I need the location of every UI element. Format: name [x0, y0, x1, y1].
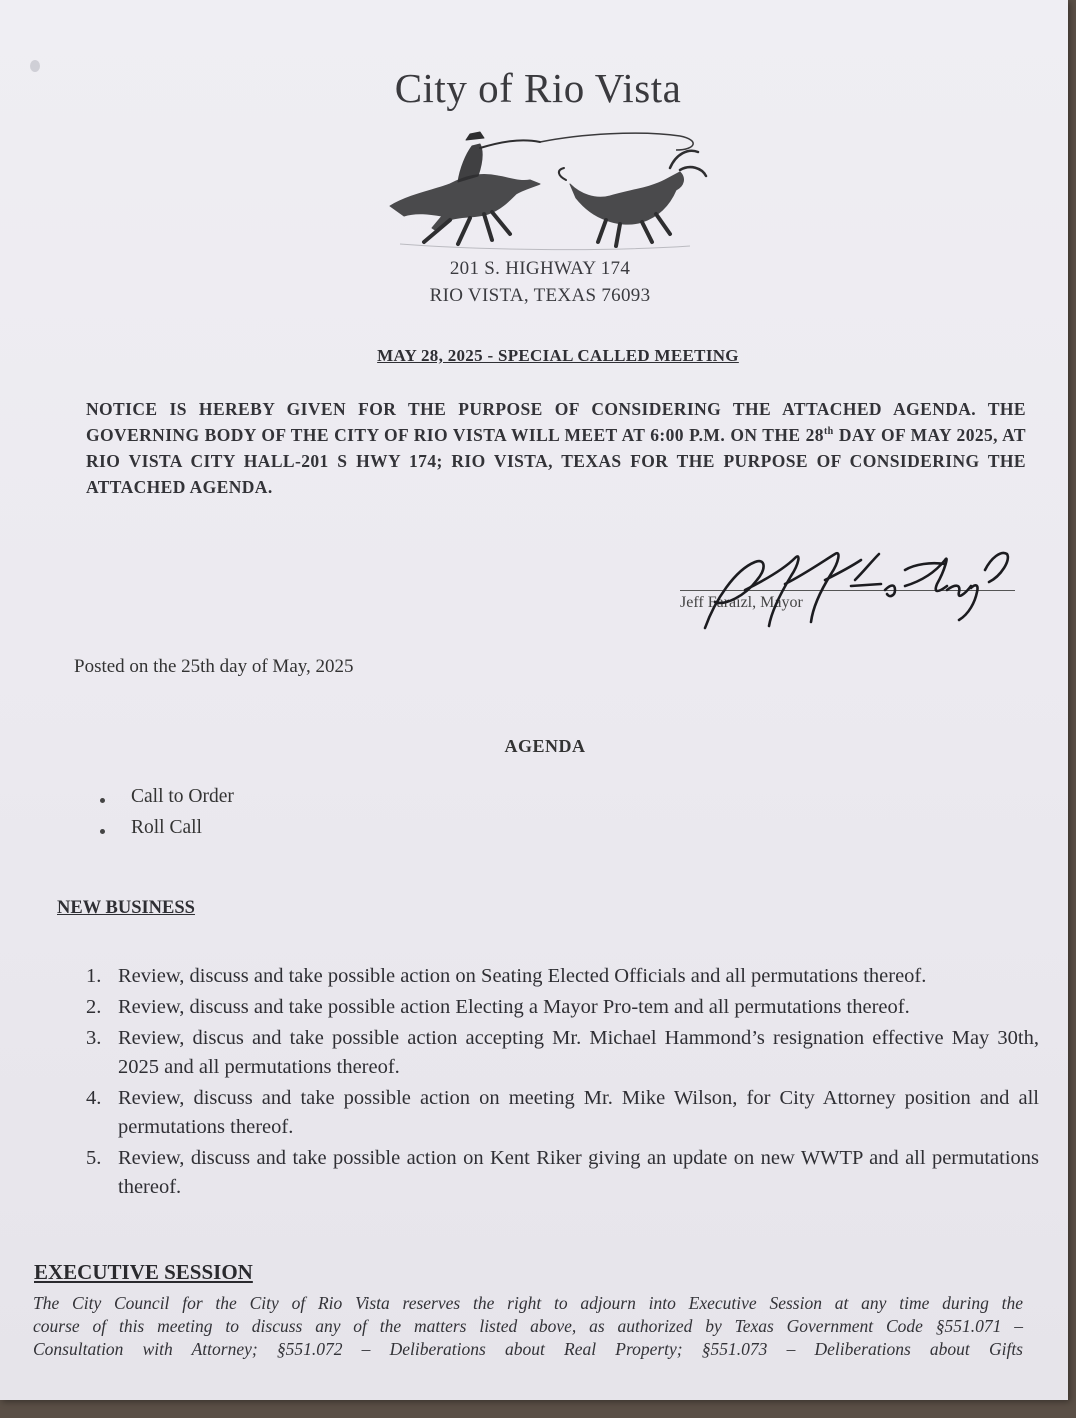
item-text: Review, discuss and take possible action on Kent Riker giving an update on new WWTP and all permutations thereof.	[118, 1147, 1039, 1198]
executive-session-line: The City Council for the City of Rio Vista reserves the right to adjourn into Executive Session at any time during the	[33, 1293, 1023, 1313]
handwritten-signature	[675, 540, 1035, 640]
new-business-heading: NEW BUSINESS	[57, 898, 195, 918]
new-business-item	[84, 1144, 1039, 1202]
agenda-bullet-item	[96, 786, 234, 817]
notice-paragraph	[86, 396, 1026, 500]
item-number: 1.	[86, 965, 102, 987]
executive-session-text	[33, 1292, 1023, 1361]
new-business-item	[84, 993, 1039, 1022]
item-number: 3.	[86, 1027, 102, 1049]
item-text: Review, discuss and take possible action on meeting Mr. Mike Wilson, for City Attorney position and all permutations thereof.	[118, 1087, 1039, 1138]
cowboy-roping-logo	[380, 124, 710, 254]
notice-text-part2: DAY OF MAY 2025, AT RIO VISTA CITY HALL-201 S HWY 174; RIO VISTA, TEXAS FOR THE PURPOSE OF CONSIDERING THE ATTACHED AGENDA.	[86, 425, 1026, 497]
new-business-item	[84, 1024, 1039, 1082]
address-street: 201 S. HIGHWAY 174	[449, 258, 631, 279]
address-city-state: RIO VISTA, TEXAS 76093	[429, 285, 651, 306]
new-business-item	[84, 1084, 1039, 1142]
bullet-icon	[100, 798, 105, 803]
executive-session-heading: EXECUTIVE SESSION	[34, 1260, 253, 1284]
new-business-item	[84, 962, 1039, 991]
city-title: City of Rio Vista	[394, 65, 682, 111]
item-number: 5.	[86, 1147, 102, 1169]
posted-date: Posted on the 25th day of May, 2025	[74, 656, 354, 677]
agenda-bullet-label: Roll Call	[131, 817, 202, 838]
item-text: Review, discuss and take possible action Electing a Mayor Pro-tem and all permutations thereof.	[118, 996, 910, 1018]
executive-session-line: course of this meeting to discuss any of the matters listed above, as authorized by Texas Government Code §551.071 –	[33, 1316, 1023, 1336]
signature-block	[675, 540, 1035, 640]
new-business-list	[84, 962, 1039, 1204]
meeting-title: MAY 28, 2025 - SPECIAL CALLED MEETING	[377, 346, 739, 365]
agenda-bullet-list	[96, 786, 234, 848]
bullet-icon	[100, 829, 105, 834]
signature-printed-name: Jeff Faraizl, Mayor	[680, 594, 803, 611]
agenda-bullet-label: Call to Order	[131, 786, 234, 807]
item-number: 4.	[86, 1087, 102, 1109]
agenda-heading: AGENDA	[504, 736, 586, 756]
item-text: Review, discus and take possible action accepting Mr. Michael Hammond’s resignation effective May 30th, 2025 and all permutations thereof.	[118, 1027, 1039, 1078]
agenda-bullet-item	[96, 817, 234, 848]
executive-session-line: Consultation with Attorney; §551.072 – Deliberations about Real Property; §551.073 – Deliberations about Gifts	[33, 1339, 1023, 1359]
item-text: Review, discuss and take possible action on Seating Elected Officials and all permutations thereof.	[118, 965, 927, 987]
notice-text-part1: NOTICE IS HEREBY GIVEN FOR THE PURPOSE OF CONSIDERING THE ATTACHED AGENDA. THE GOVERNING BODY OF THE CITY OF RIO VISTA WILL MEET AT 6:00 P.M. ON THE 28	[86, 399, 1026, 445]
item-number: 2.	[86, 996, 102, 1018]
notice-superscript: th	[823, 426, 834, 438]
